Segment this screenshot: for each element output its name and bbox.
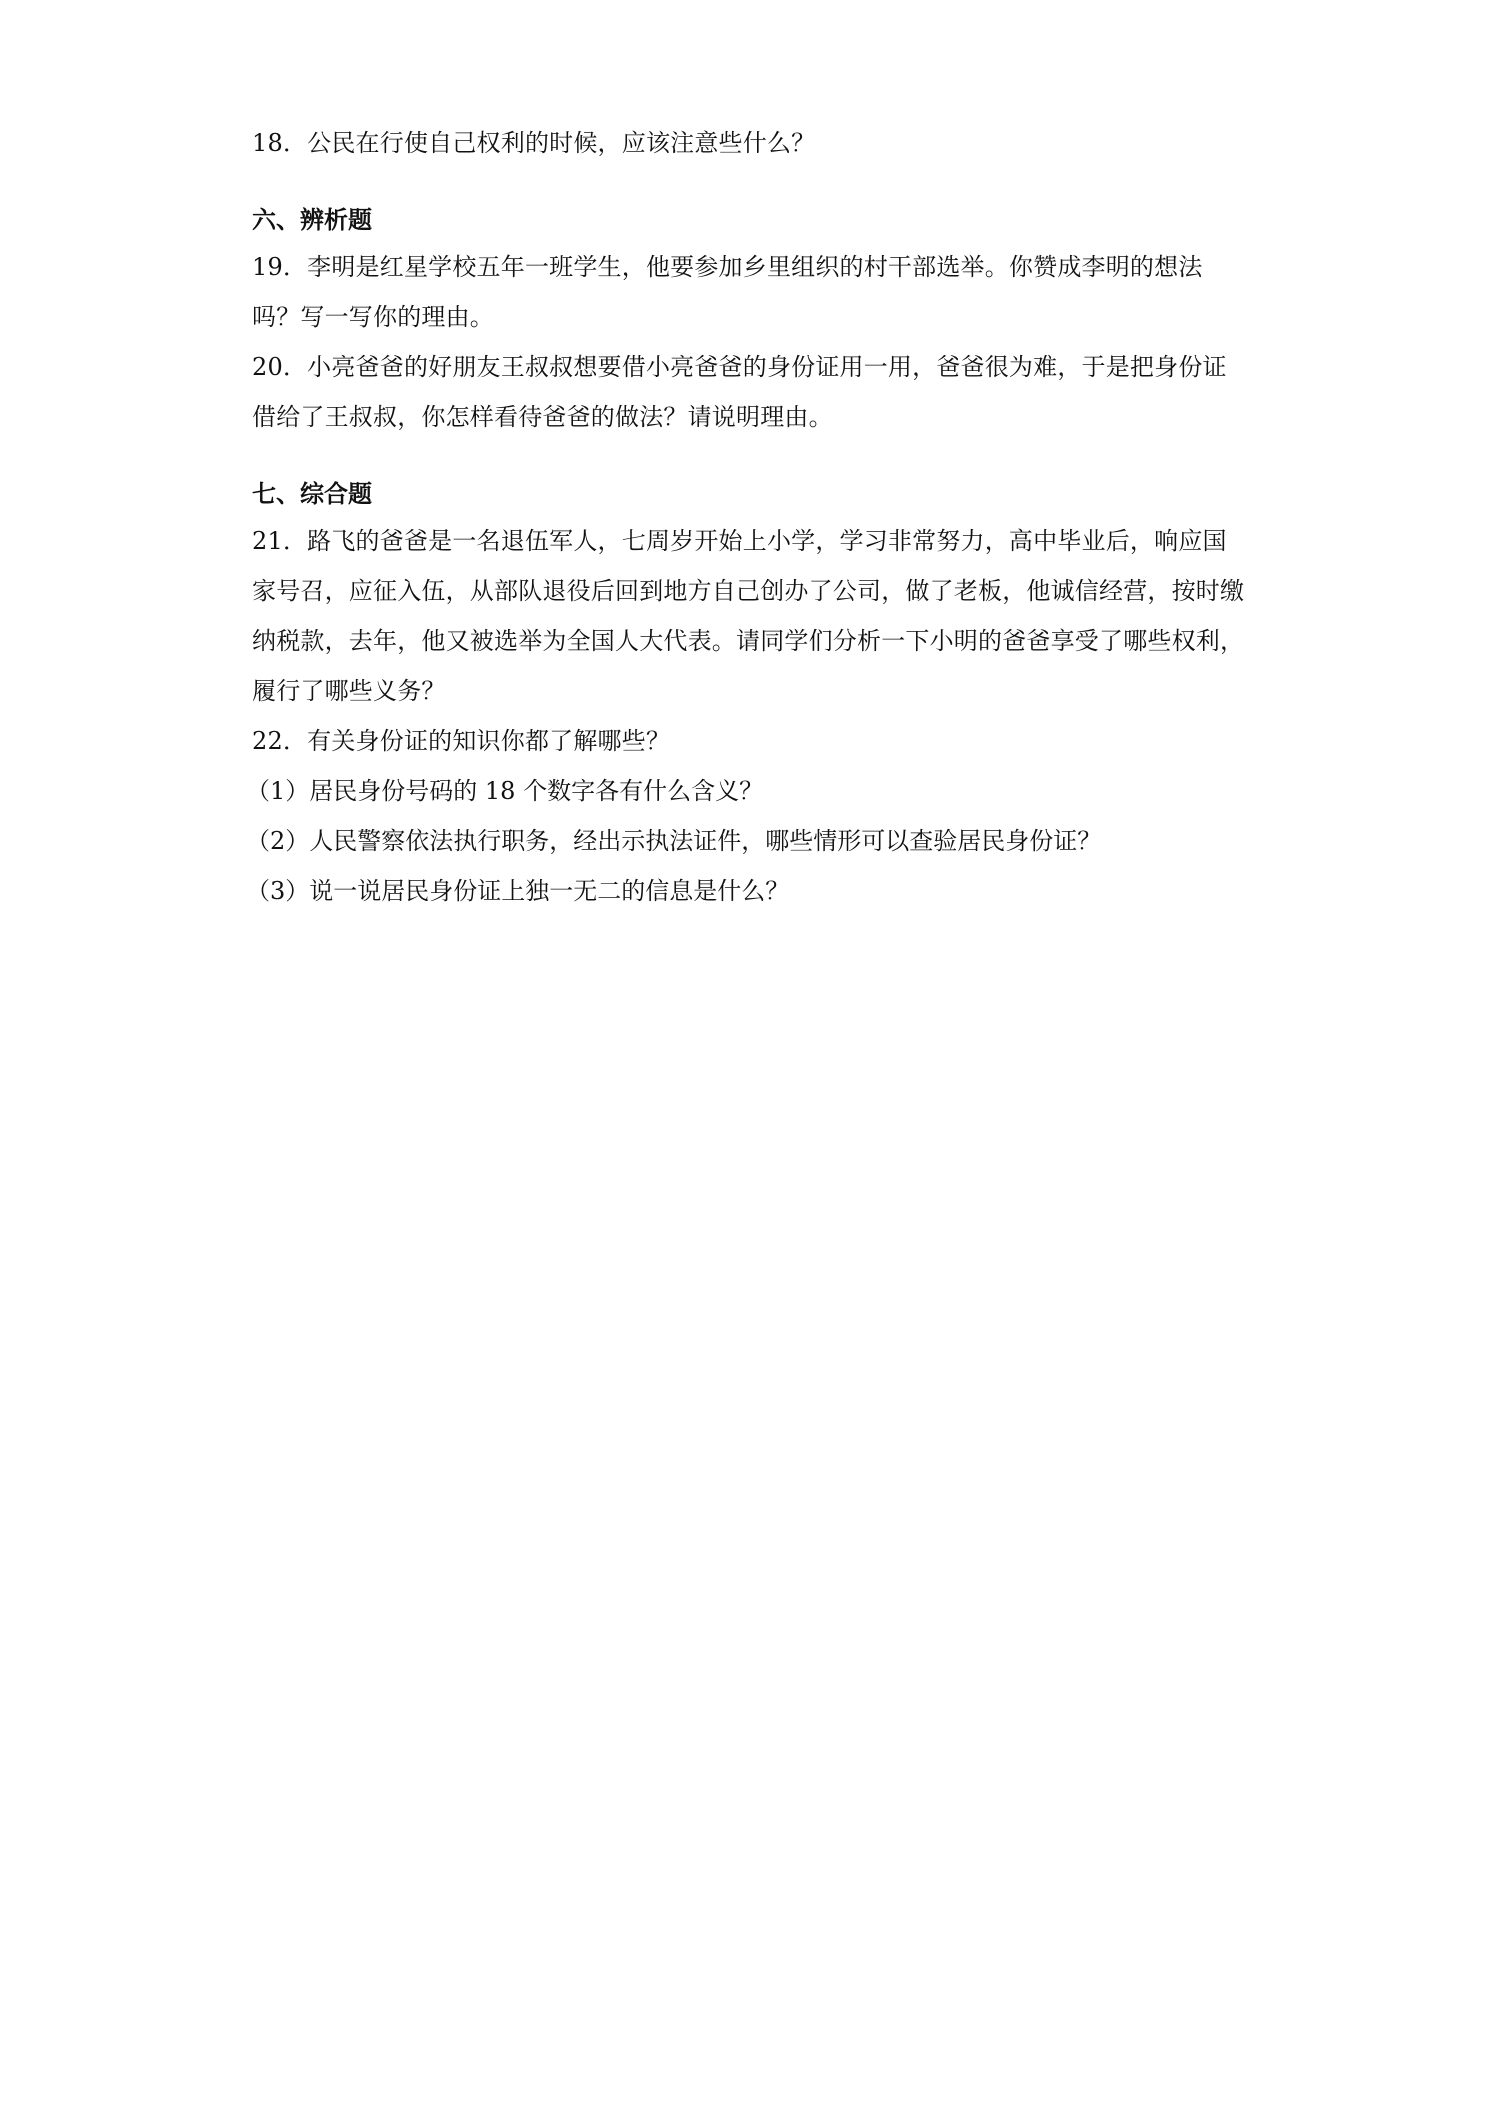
page-content — [246, 118, 1248, 916]
question-22-part-1: （1）居民身份号码的 18 个数字各有什么含义？ — [246, 777, 764, 805]
question-22: 22．有关身份证的知识你都了解哪些？ — [252, 727, 671, 755]
question-22-part-3: （3）说一说居民身份证上独一无二的信息是什么？ — [246, 877, 790, 905]
question-19: 19．李明是红星学校五年一班学生，他要参加乡里组织的村干部选举。你赞成李明的想法吗？写一写你的理由。 — [252, 253, 1203, 331]
section-title-comprehensive: 七、综合题 — [252, 480, 372, 508]
question-21: 21．路飞的爸爸是一名退伍军人，七周岁开始上小学，学习非常努力，高中毕业后，响应国家号召，应征入伍，从部队退役后回到地方自己创办了公司，做了老板，他诚信经营，按时缴纳税款，去年，他又被选举为全国人大代表。请同学们分析一下小明的爸爸享受了哪些权利，履行了哪些义务？ — [252, 527, 1245, 705]
question-18: 18．公民在行使自己权利的时候，应该注意些什么？ — [252, 129, 816, 157]
question-20: 20．小亮爸爸的好朋友王叔叔想要借小亮爸爸的身份证用一用，爸爸很为难，于是把身份证借给了王叔叔，你怎样看待爸爸的做法？请说明理由。 — [252, 353, 1227, 431]
question-22-part-2: （2）人民警察依法执行职务，经出示执法证件，哪些情形可以查验居民身份证？ — [246, 827, 1102, 855]
section-title-analysis: 六、辨析题 — [252, 206, 372, 234]
